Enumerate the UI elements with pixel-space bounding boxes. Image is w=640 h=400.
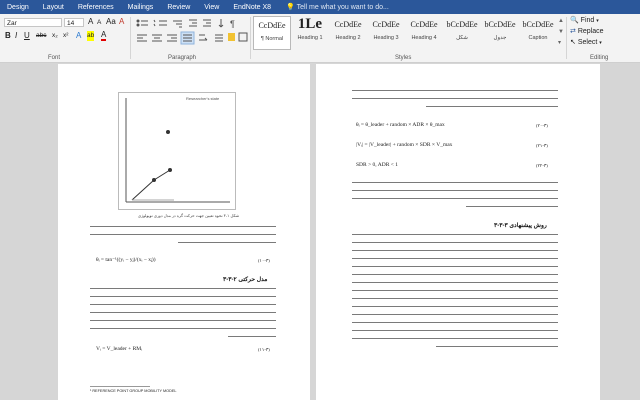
style-name: شکل [456, 35, 468, 41]
text-line [352, 298, 558, 299]
text-line [352, 306, 558, 307]
equation-number: (۲۰-۳) [536, 123, 548, 128]
equation-number: (۱۱-۳) [258, 347, 270, 352]
style-heading-2[interactable] [329, 16, 367, 50]
clear-formatting-button[interactable]: A [119, 17, 125, 26]
equation-number: (۲۱-۳) [536, 143, 548, 148]
document-page-left[interactable] [58, 64, 310, 400]
text-line [352, 282, 558, 283]
justify-icon[interactable] [181, 32, 194, 44]
find-button[interactable] [570, 16, 599, 24]
equation-velocity: Vᵢ = V_leader + RMᵢ [96, 346, 143, 352]
text-line [436, 346, 558, 347]
scroll-up-icon[interactable]: ▲ [558, 18, 564, 24]
tell-me-search[interactable] [286, 3, 389, 11]
figure-frame [119, 93, 236, 210]
more-styles-icon[interactable]: ▾ [558, 40, 562, 46]
footnote-separator [90, 386, 150, 387]
align-right-icon[interactable] [167, 35, 177, 41]
shading-icon[interactable] [228, 33, 235, 41]
text-line [352, 322, 558, 323]
text-line [352, 338, 558, 339]
grow-font-button[interactable]: A [88, 17, 94, 26]
replace-icon: ⇄ [570, 28, 576, 35]
replace-label: Replace [577, 28, 604, 35]
font-size-select[interactable] [64, 18, 84, 27]
style-preview: CcDdEe [334, 20, 362, 29]
style-name: Caption [528, 35, 548, 41]
text-line [352, 198, 558, 199]
text-line [352, 330, 558, 331]
bold-button[interactable]: B [5, 31, 11, 40]
tab-references[interactable]: References [77, 3, 114, 11]
text-line [90, 312, 276, 313]
text-line [352, 314, 558, 315]
tab-design[interactable]: Design [7, 3, 29, 11]
style-heading-1[interactable] [291, 16, 329, 50]
figure-caption: شکل ۱-۳ نحوه تعیین جهت حرکت گره در مدل دوری توپولوژی [138, 213, 240, 218]
text-line [90, 304, 276, 305]
paragraph-group-label: Paragraph [168, 55, 197, 61]
bullets-icon[interactable] [137, 20, 148, 26]
text-line [352, 182, 558, 183]
text-line [90, 226, 276, 227]
ribbon-tab-bar [0, 0, 640, 14]
editing-group-label: Editing [590, 55, 609, 61]
borders-icon[interactable] [239, 33, 247, 41]
line-spacing-icon[interactable] [215, 35, 223, 41]
decrease-indent-icon[interactable] [189, 20, 197, 26]
select-button[interactable] [570, 38, 602, 46]
paragraph-controls [135, 18, 250, 48]
style-preview: bCcDdEe [522, 20, 554, 29]
font-name-select[interactable] [4, 18, 62, 27]
section-heading: ۳-۳-۲ مدل حرکتی [223, 277, 268, 283]
text-line [352, 90, 558, 91]
font-group-label: Font [48, 55, 61, 61]
section-heading: ۳-۳-۳ روش پیشنهادی [494, 223, 547, 229]
font-name-value: Zar [7, 20, 17, 27]
text-line [352, 234, 558, 235]
select-arrow-icon: ↖ [570, 39, 576, 46]
italic-button[interactable]: I [15, 31, 18, 40]
text-line [352, 242, 558, 243]
group-divider [130, 17, 131, 59]
text-line [352, 190, 558, 191]
document-page-right[interactable] [316, 64, 600, 400]
font-color-button[interactable]: A [101, 30, 107, 39]
tab-view[interactable]: View [204, 3, 220, 11]
text-line [352, 290, 558, 291]
chevron-down-icon: ▾ [599, 40, 602, 46]
equation-speed-update: |Vᵢ| = |V_leader| + random × SDR × V_max [356, 142, 453, 148]
pilcrow-icon[interactable] [230, 19, 235, 29]
style-name: ¶ Normal [260, 36, 284, 42]
find-label: Find [580, 17, 595, 24]
subscript-button[interactable]: x₂ [52, 32, 58, 39]
style-preview: CcDdEe [372, 20, 400, 29]
text-line [90, 296, 276, 297]
text-line [90, 328, 276, 329]
text-line [90, 320, 276, 321]
strikethrough-button[interactable]: abc [36, 32, 47, 39]
replace-button[interactable] [570, 27, 604, 35]
tab-layout[interactable]: Layout [42, 3, 64, 11]
style-name: جدول [493, 35, 507, 41]
chevron-down-icon: ▾ [596, 18, 599, 24]
equation-number: (۱۰-۳) [258, 258, 270, 263]
style-normal[interactable] [253, 16, 291, 50]
superscript-button[interactable]: x² [63, 32, 69, 39]
text-line [352, 266, 558, 267]
style-preview: bCcDdEe [446, 20, 478, 29]
svg-text:¶: ¶ [230, 19, 235, 29]
underline-button[interactable]: U [24, 31, 30, 40]
styles-scroll[interactable] [558, 16, 564, 49]
style-preview: bCcDdEe [484, 20, 516, 29]
styles-group-label: Styles [395, 55, 412, 61]
equation-angle-update: θᵢ = θ_leader + random × ADR × θ_max [356, 122, 445, 128]
text-line [352, 274, 558, 275]
text-line [228, 336, 276, 337]
select-label: Select [577, 39, 598, 46]
style-figure[interactable] [443, 16, 481, 50]
equation-number: (۲۲-۳) [536, 163, 548, 168]
tell-me-text: Tell me what you want to do... [296, 4, 389, 11]
tab-mailings[interactable]: Mailings [127, 3, 154, 11]
styles-gallery [253, 16, 557, 50]
node-marker [168, 168, 172, 172]
style-caption[interactable] [519, 16, 557, 50]
change-case-button[interactable]: Aa [106, 17, 116, 26]
group-divider [566, 17, 567, 59]
node-marker [152, 178, 156, 182]
align-center-icon[interactable] [152, 35, 162, 41]
lightbulb-icon: 💡 [286, 4, 295, 11]
text-line [352, 258, 558, 259]
text-line [352, 98, 558, 99]
style-preview: 1Le [297, 16, 323, 32]
numbering-icon[interactable] [154, 20, 167, 26]
text-line [352, 250, 558, 251]
align-left-icon[interactable] [137, 35, 147, 41]
font-size-value: 14 [67, 20, 75, 27]
style-name: Heading 3 [373, 35, 399, 41]
style-name: Heading 4 [411, 35, 437, 41]
text-line [426, 106, 558, 107]
style-heading-4[interactable] [405, 16, 443, 50]
style-name: Heading 2 [335, 35, 361, 41]
multilevel-list-icon[interactable] [173, 21, 182, 27]
equation-constraint: SDR > 0, ADR < 1 [356, 162, 398, 168]
search-icon: 🔍 [570, 17, 579, 24]
group-divider [250, 17, 251, 59]
style-preview: CcDdEe [410, 20, 438, 29]
text-line [90, 288, 276, 289]
text-line [90, 234, 276, 235]
tab-review[interactable]: Review [167, 3, 191, 11]
style-heading-3[interactable] [367, 16, 405, 50]
equation-angle: θᵢ = tan⁻¹((yᵢ − yⱼ)/(xᵢ − xⱼ)) [96, 257, 156, 263]
leader-marker [166, 130, 170, 134]
style-preview: CcDdEe [258, 21, 286, 30]
figure-chart [118, 92, 236, 210]
tab-endnote[interactable]: EndNote X8 [233, 3, 272, 11]
text-line [178, 242, 276, 243]
figure-legend: Researcher's state [186, 96, 220, 101]
scroll-down-icon[interactable]: ▼ [558, 29, 564, 35]
footnote: ¹ REFERENCE POINT GROUP MOBILITY MODEL [90, 389, 177, 393]
text-effects-button[interactable]: A [76, 31, 82, 40]
sort-icon[interactable] [219, 19, 223, 27]
ribbon [0, 14, 640, 63]
style-name: Heading 1 [297, 35, 323, 41]
highlight-button[interactable]: ab [87, 32, 95, 39]
style-table[interactable] [481, 16, 519, 50]
ltr-direction-icon[interactable] [199, 35, 207, 40]
text-line [466, 206, 558, 207]
increase-indent-icon[interactable] [203, 20, 211, 26]
shrink-font-button[interactable]: A [97, 19, 102, 26]
